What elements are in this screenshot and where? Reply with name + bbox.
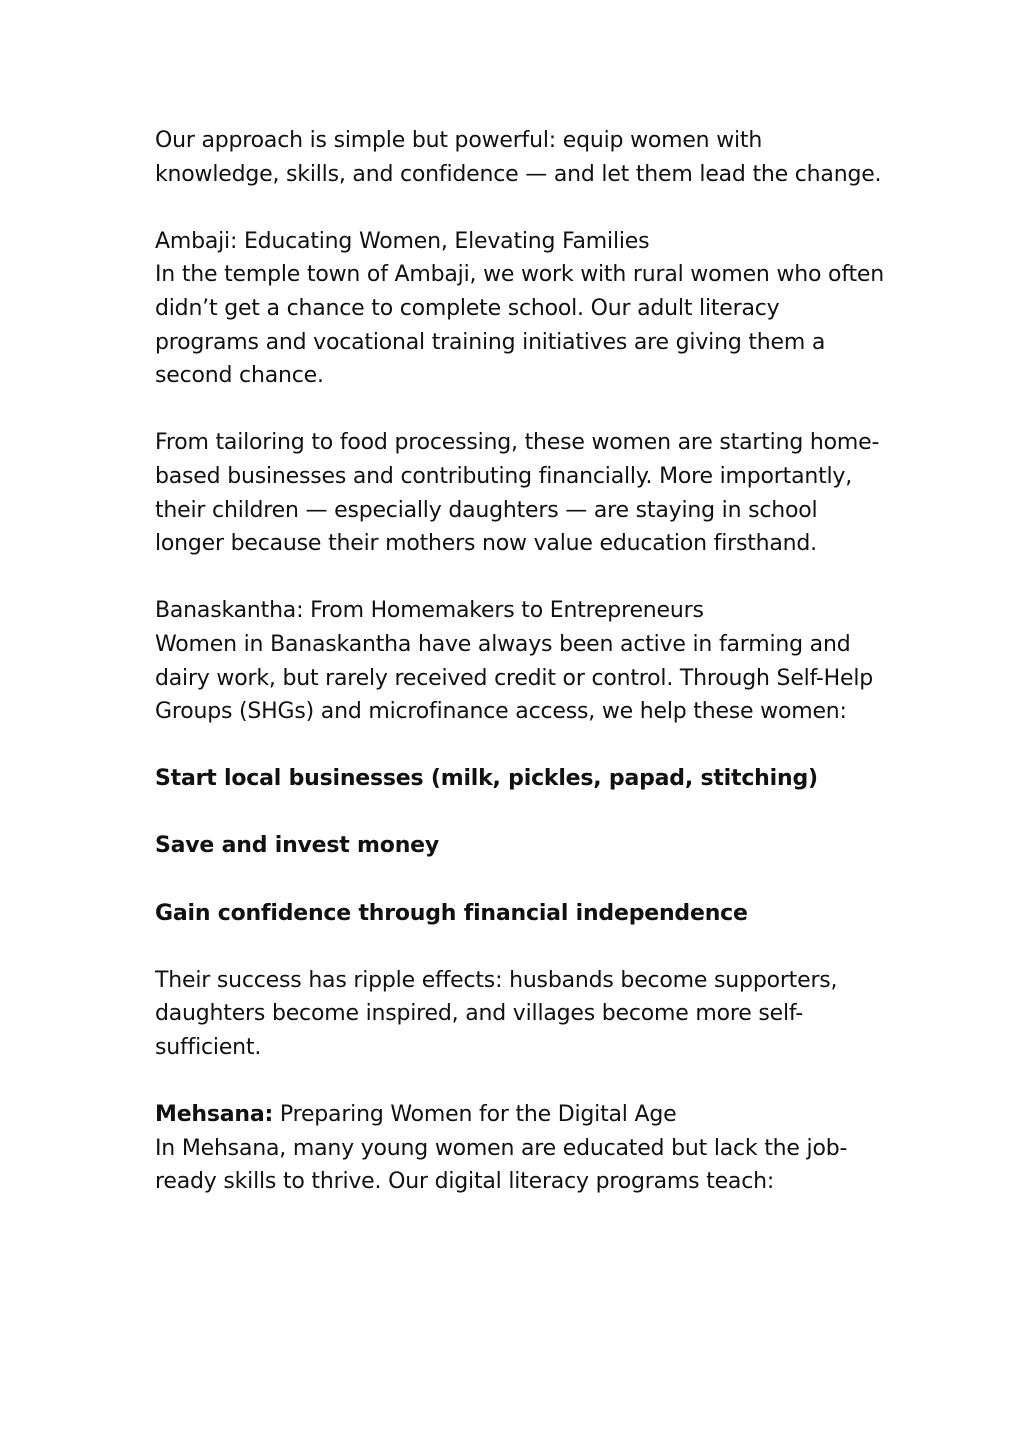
mehsana-heading-bold: Mehsana: [155, 1102, 274, 1128]
mehsana-paragraph-1: In Mehsana, many young women are educated but lack the job-ready skills to thrive. Our digital literacy programs teach: [155, 1135, 848, 1195]
banaskantha-paragraph-2: Their success has ripple effects: husbands become supporters, daughters become inspired, and villages become more self-sufficient. [155, 967, 838, 1061]
banaskantha-heading: Banaskantha: From Homemakers to Entrepreneurs [155, 598, 704, 624]
banaskantha-point: Save and invest money [155, 833, 440, 859]
banaskantha-point: Start local businesses (milk, pickles, papad, stitching) [155, 766, 818, 792]
banaskantha-point: Gain confidence through financial independence [155, 900, 748, 926]
ambaji-paragraph-2: From tailoring to food processing, these women are starting home-based businesses and contributing financially. More importantly, their children — especially daughters — are staying in school longer because their mothers now value education firsthand. [155, 430, 880, 557]
document-page [155, 124, 885, 1233]
banaskantha-section [155, 594, 885, 728]
ambaji-section [155, 225, 885, 393]
mehsana-heading-rest: Preparing Women for the Digital Age [273, 1102, 677, 1128]
mehsana-section [155, 1098, 885, 1199]
mehsana-heading [155, 1098, 885, 1132]
ambaji-heading: Ambaji: Educating Women, Elevating Families [155, 228, 650, 254]
ambaji-paragraph-1: In the temple town of Ambaji, we work with rural women who often didn’t get a chance to complete school. Our adult literacy programs and vocational training initiatives are giving them a second chance. [155, 262, 884, 389]
banaskantha-paragraph-1: Women in Banaskantha have always been active in farming and dairy work, but rarely received credit or control. Through Self-Help Groups (SHGs) and microfinance access, we help these women: [155, 631, 873, 725]
intro-paragraph: Our approach is simple but powerful: equip women with knowledge, skills, and confidence — and let them lead the change. [155, 128, 882, 187]
